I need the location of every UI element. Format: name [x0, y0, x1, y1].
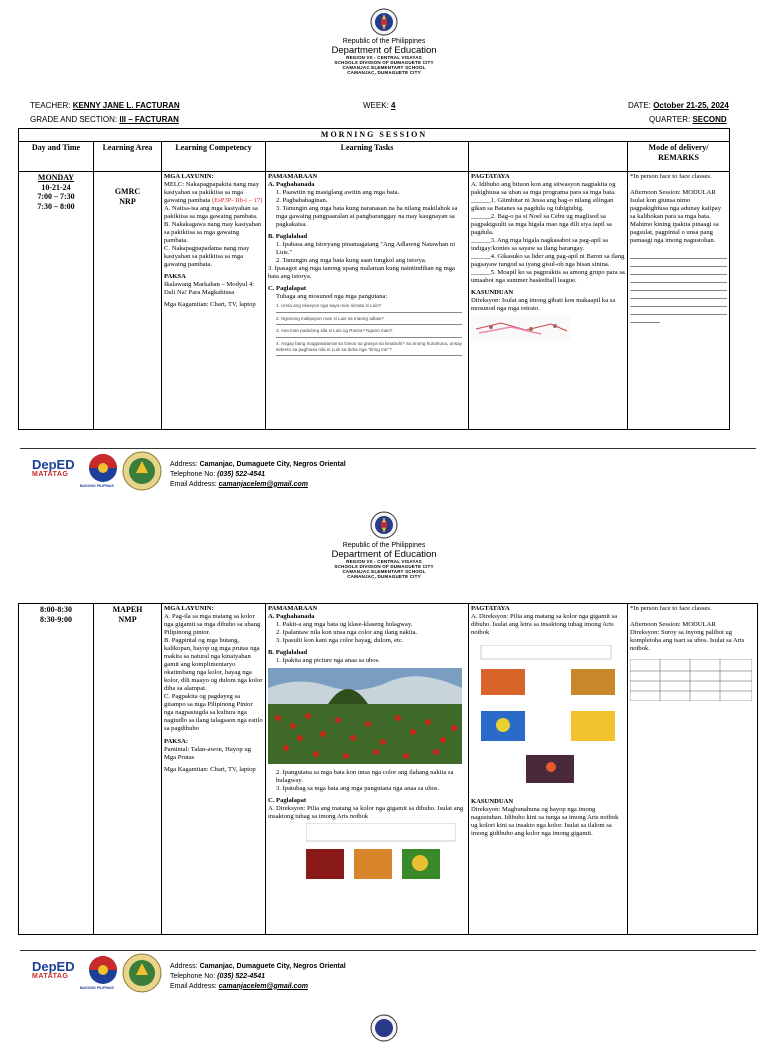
melc-code: (EsP3P- IIb-i – 17): [211, 196, 263, 204]
day-name: MONDAY: [37, 172, 75, 182]
competency-cell: MGA LAYUNIN: A. Pag-ila sa mga matang sa kolor nga gigamit sa mga dibuho sa ubang Pilipinong pintor. B. Pagpintal og mga butang, kalikopan, hayop ug mga prutas nga makita sa natural nga kinaiyahan gamit ang komplimentaryo okatimbang nga kolor, hayag nga kolor, dili maayo og dulom nga kolor diha sa alampat. C. Pagpakita og pagdayeg sa gitampo sa mga Pilipinong Pintor nga nagpasiugda sa kultura nga nagtudlo sa ilang talagsaon nga estilo sa pagdibuho PAKSA: Pamintal: Talan-awon, Hayop ug Mga Prutas Mga Kagamitan: Chart, TV, laptop: [162, 604, 266, 935]
area-name: NRP: [119, 196, 136, 206]
teacher-name: KENNY JANE L. FACTURAN: [72, 101, 180, 110]
deped-seal-icon: [370, 1014, 398, 1042]
deped-matatag-logo: DepED MATATAG: [32, 457, 75, 478]
question-line: 4. Angay bang magpasalamat sa Ginoo sa grasya sa kinabuhi? Sa imong hunahuna, unsay sekreto sa paghiusa nila ni Luis sa duha nga "bring me"?: [276, 341, 462, 356]
page-header: Republic of the Philippines Department of Education REGION VII - CENTRAL VISAYAS SCHOOLS DIVISION OF DUMAGUETE CITY CAMANJAC ELEMENTARY SCHOOL CAMANJAC, DUMAGUETE CITY: [331, 542, 437, 579]
page-footer: DepED MATATAG BAGONG PILIPINAS Address: Camanjac, Dumaguete City, Negros Oriental Telephone No: (035) 522-4541 Email Address: camanjacelem@gmail.com: [0, 948, 768, 998]
page-header: [0, 38, 768, 76]
day-cell: [19, 604, 94, 935]
time-slot: 8:00-8:30: [40, 605, 72, 614]
col-learning-area: Learning Area: [94, 141, 162, 171]
question-line: 2. Ngonong malipayon man si Luis sa maong adlaw?: [276, 316, 462, 326]
observation-chart: [630, 659, 752, 701]
question-line: 3. Asa man padulong sila si Luis ug Rosso? Ngano man?: [276, 328, 462, 338]
time-slot: 8:30-9:00: [40, 614, 72, 624]
lesson-plan-table-2: [18, 603, 758, 935]
week-value: 4: [391, 101, 396, 110]
session-title: MORNING SESSION: [19, 129, 730, 142]
week-line: WEEK: 4: [363, 101, 396, 110]
quarter-line: QUARTER: SECOND: [649, 115, 727, 124]
day-cell: [19, 171, 94, 429]
deped-seal-icon: [370, 8, 398, 36]
lesson-plan-table-1: [18, 128, 730, 430]
procedure-cell: PAMAMARAAN A. Paghahanada 1. Paawitin ng masiglang awitin ang mga bata. 2. Pagbabahaginan. 3. Tanungin ang mga bata kung naranasan na ba nilang makilahok sa mga gawaing pangpaaralan at pangbaranggay na may kaugnayan sa pagkakaisa. B. Paglalahad 1. Ipabasa ang istoryang pinamagatang "Ang Adlawng Natawhan ni Luis." 2. Tanungin ang mga bata kung saan tungkol ang istorya. 3. Ipasagot ang mga tanong upang malaman kung naintindihan ng mga bata ang istorya. C. Paglalapat Tubaga ang mosunod nga mga pangutana: 1. Unsa ang okasyon nga saya man nimato si Luis? 2. Ngonong malipayon man si Luis sa maong adlaw? 3. Asa man padulong sila si Luis ug Rosso? Ngano man? 4. Angay bang magpasalamat sa Ginoo sa grasya sa kinabuhi? Sa imong hunahuna, unsay sekreto sa paghiusa nila ni Luis sa duha nga "bring me"?: [266, 171, 469, 429]
school-contact: Address: Camanjac, Dumaguete City, Negros Oriental Telephone No: (035) 522-4541 Email Address: camanjacelem@gmail.com: [170, 963, 346, 990]
grade-value: III – FACTURAN: [119, 115, 179, 124]
quarter-value: SECOND: [692, 115, 727, 124]
time-slot: 7:00 – 7:30: [37, 192, 75, 202]
day-date: 10-21-24: [41, 182, 71, 192]
area-cell: [94, 171, 162, 429]
activity-picture: [471, 315, 571, 341]
email-link[interactable]: camanjacelem@gmail.com: [218, 480, 308, 488]
answer-lines: [630, 251, 727, 323]
region-text: REGION VII - CENTRAL VISAYAS: [346, 55, 422, 61]
poppy-field-painting: [268, 668, 462, 764]
col-competency: Learning Competency: [162, 141, 266, 171]
page-footer: DepED MATATAG BAGONG PILIPINAS Address: Camanjac, Dumaguete City, Negros Oriental Telephone No: (035) 522-4541 Email Address: camanjacelem@gmail.com: [0, 446, 768, 496]
question-line: 1. Unsa ang okasyon nga saya man nimato si Luis?: [276, 303, 462, 313]
procedure-cell: PAMAMARAAN A. Paghahanada 1. Pakit-a ang mga bata ug klase-klaseng hulagway. 2. Ipalantaw nila kon unsa nga color ang ilang nakita. 3. Ipasulti kon kani nga color hayag, dulom, etc. B. Paglalahad 1. Ipakita ang picture nga anaa sa ubos. 2. Ipangutana sa mga bata kon unsa nga color ang ilahang nakita sa hulagway. 3. Ipatubag sa mga bata ang mga pangutana nga anaa sa ubos. C. Paglalapat A. Direksyon: Pilia ang matang sa kolor nga gigamit sa dibuho. Isulat ang insaktong tubag sa imong Arts notbok: [266, 604, 469, 935]
competency-cell: MGA LAYUNIN: MELC: Nakapagpapakita nang may kasiyahan sa pakikiisa sa mga gawaing pambata (EsP3P- IIb-i – 17) A. Naiisa-isa ang mga kasiyahan sa pakikiisa sa mga gawaing pambata. B. Nakakagawa nang may kasiyahan sa pakikiisa sa mga gawaing pambata. C. Nakapagpapadama nang may kasiyahan sa pakikiisa sa mga gawaing pambata. PAKSA Ikalawang Markahan – Modyul 4: Dali Na! Para Magkahiusa Mga Kagamitan: Chart, TV, laptop: [162, 171, 266, 429]
date-value: October 21-25, 2024: [653, 101, 729, 110]
area-name: MAPEH: [112, 605, 143, 614]
area-name: NMP: [118, 614, 137, 624]
painting-choices: [471, 645, 621, 789]
col-tasks: Learning Tasks: [266, 141, 469, 171]
assessment-cell: PAGTATAYA A. Idibuho ang bituon kon ang sitwasyon nagpakita og pakighiusa sa uban sa mga programa para sa mga bata. ______1. Giimbitar ni Jessa ang bag-o nilang silingan gikan sa Batanes sa pagdula og tubigtubig. ______2. Bag-o pa si Noel sa Cebu ug maglisod sa pagpakigsulti sa mga higala mao nga dili siya iapil sa pagdula. ______3. Ang mga higala nagkasabot sa pag-apil sa indigay/kontes sa sayaw sa ilang barangay. ______4. Gikasuko sa lider ang pag-apil ni Baron sa ilang pagsayaw tungod sa iyang gisul-ob nga bisan sinina. ______5. Moapil ko sa pagpraktis sa among grupo para sa umaabot nga summer basketball league. KASUNDUAN Direksyon: Isulat ang imong gibati kon makaapil ka sa mosunod nga mga retrato.: [469, 171, 628, 429]
department-text: Department of Education: [331, 44, 437, 56]
col-day-time: Day and Time: [19, 141, 94, 171]
deped-matatag-logo: DepED MATATAG: [32, 959, 75, 980]
division-text: SCHOOLS DIVISION OF DUMAGUETE CITY: [334, 60, 434, 66]
area-cell: [94, 604, 162, 935]
school-seal-icon: [122, 953, 162, 993]
email-link[interactable]: camanjacelem@gmail.com: [218, 982, 308, 990]
time-slot: 7:30 – 8:00: [37, 202, 75, 211]
date-line: DATE: October 21-25, 2024: [628, 101, 729, 110]
city-text: CAMANJAC, DUMAGUETE CITY: [347, 69, 421, 75]
mode-cell: *In person face to face classes. Afternoon Session: MODULAR Direksyon: Suroy sa inyong palibot ug kompletoha ang tsart sa ubos. Isulat sa Arts notbok.: [628, 604, 758, 935]
republic-text: Republic of the Philippines: [342, 38, 426, 45]
assessment-cell: PAGTATAYA A. Direksyon: Pilia ang matang sa kolor nga gigamit sa dibuho. Isulat ang letra sa insaktong tubag imong Arts notbok KASUNDUAN Direksyon: Maghunahuna og hayop nga imong nagustuhan. Idibuho kini sa tunga sa imong Arts notbok ug kolori kini sa insakto nga kolor. Isulat sa ilalom sa imong gidibuho ang kolor nga imong gigamit.: [469, 604, 628, 935]
col-mode: Mode of delivery/ REMARKS: [628, 141, 730, 171]
mode-cell: *In person face to face classes. Afternoon Session: MODULAR Isulat kon giunsa nimo pagpakighiusa nga adunay kalipay sa kalihokan para sa mga bata. Mahimo kining ipakita pinaagi sa pagsulat, pagpintal o unsa pang pamaagi nga imong nagustohan.: [628, 171, 730, 429]
color-choice-images: [306, 823, 456, 889]
school-text: CAMANJAC ELEMENTARY SCHOOL: [342, 65, 426, 70]
school-contact: Address: Camanjac, Dumaguete City, Negros Oriental Telephone No: (035) 522-4541 Email Address: camanjacelem@gmail.com: [170, 461, 346, 488]
grade-line: GRADE AND SECTION: III – FACTURAN: [30, 115, 179, 124]
deped-seal-icon: [370, 511, 398, 539]
area-name: GMRC: [114, 186, 141, 196]
teacher-line: TEACHER: KENNY JANE L. FACTURAN: [30, 101, 180, 110]
school-seal-icon: [122, 451, 162, 491]
